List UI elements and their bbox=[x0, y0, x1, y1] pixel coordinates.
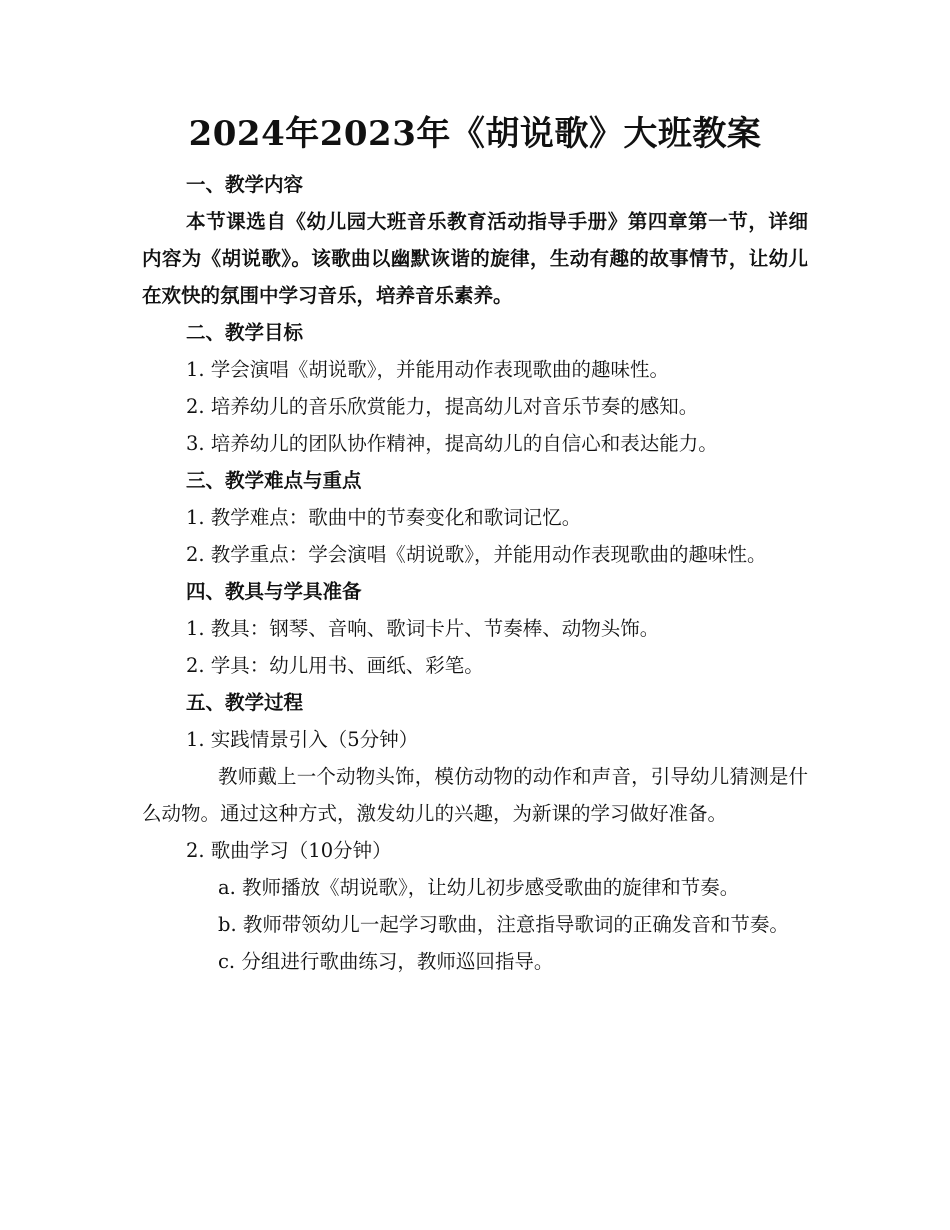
section-heading-goals: 二、教学目标 bbox=[186, 321, 304, 344]
document-title: 2024年2023年《胡说歌》大班教案 bbox=[188, 114, 762, 154]
document-body bbox=[142, 166, 808, 980]
process-step: 1. 实践情景引入（5分钟） bbox=[186, 728, 419, 751]
goal-item: 1. 学会演唱《胡说歌》，并能用动作表现歌曲的趣味性。 bbox=[186, 358, 670, 381]
goal-item: 3. 培养幼儿的团队协作精神，提高幼儿的自信心和表达能力。 bbox=[186, 432, 718, 455]
process-substep: b. 教师带领幼儿一起学习歌曲，注意指导歌词的正确发音和节奏。 bbox=[218, 913, 789, 936]
process-substep: c. 分组进行歌曲练习，教师巡回指导。 bbox=[218, 950, 554, 973]
process-step: 2. 歌曲学习（10分钟） bbox=[186, 839, 392, 862]
process-substep: a. 教师播放《胡说歌》，让幼儿初步感受歌曲的旋律和节奏。 bbox=[218, 876, 740, 899]
section-heading-content: 一、教学内容 bbox=[186, 173, 304, 196]
key-point-item: 2. 教学重点：学会演唱《胡说歌》，并能用动作表现歌曲的趣味性。 bbox=[186, 543, 767, 566]
process-step-text: 教师戴上一个动物头饰，模仿动物的动作和声音，引导幼儿猜测是什么动物。通过这种方式，激发幼儿的兴趣，为新课的学习做好准备。 bbox=[142, 765, 808, 825]
content-paragraph: 本节课选自《幼儿园大班音乐教育活动指导手册》第四章第一节，详细内容为《胡说歌》。该歌曲以幽默诙谐的旋律，生动有趣的故事情节，让幼儿在欢快的氛围中学习音乐，培养音乐素养。 bbox=[142, 210, 808, 307]
section-heading-key-points: 三、教学难点与重点 bbox=[186, 469, 362, 492]
material-item: 2. 学具：幼儿用书、画纸、彩笔。 bbox=[186, 654, 484, 677]
section-heading-materials: 四、教具与学具准备 bbox=[186, 580, 362, 603]
key-point-item: 1. 教学难点：歌曲中的节奏变化和歌词记忆。 bbox=[186, 506, 582, 529]
section-heading-process: 五、教学过程 bbox=[186, 691, 304, 714]
goal-item: 2. 培养幼儿的音乐欣赏能力，提高幼儿对音乐节奏的感知。 bbox=[186, 395, 699, 418]
material-item: 1. 教具：钢琴、音响、歌词卡片、节奏棒、动物头饰。 bbox=[186, 617, 660, 640]
